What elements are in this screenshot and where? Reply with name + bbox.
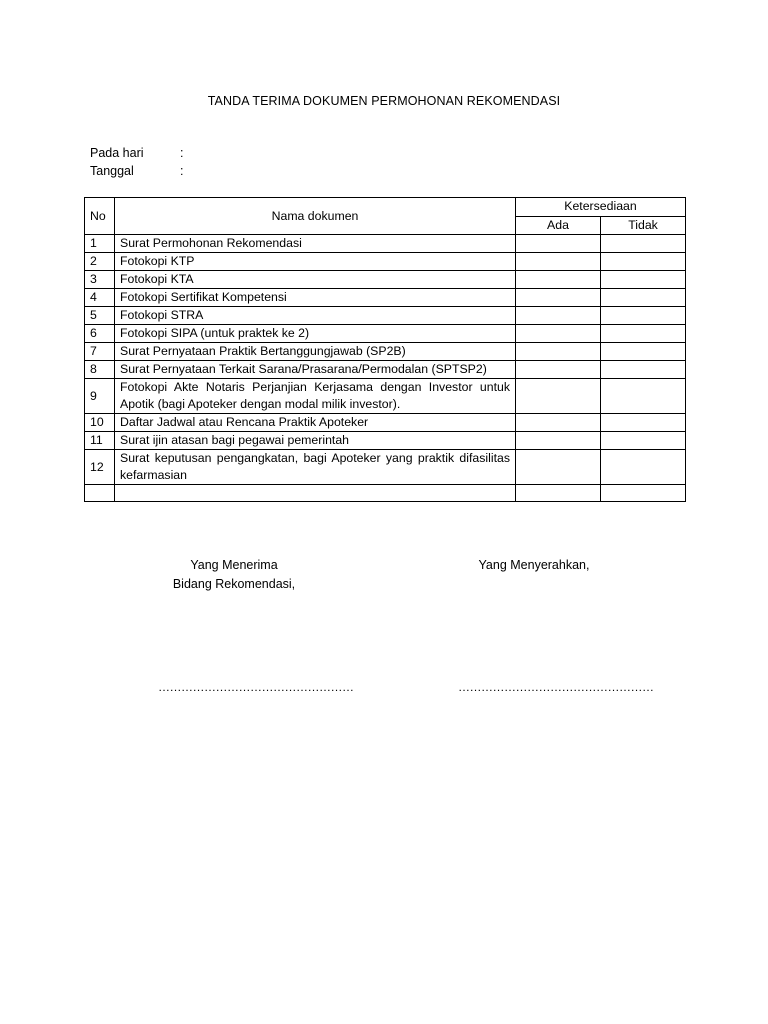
row-number: 4 bbox=[85, 289, 115, 307]
row-number: 6 bbox=[85, 325, 115, 343]
table-row bbox=[85, 379, 686, 414]
ada-checkbox-cell[interactable] bbox=[516, 235, 601, 253]
row-number: 10 bbox=[85, 414, 115, 432]
receiver-signature-line: …………………………………………… bbox=[158, 680, 354, 694]
ada-checkbox-cell[interactable] bbox=[516, 361, 601, 379]
table-row bbox=[85, 307, 686, 325]
row-number: 11 bbox=[85, 432, 115, 450]
tidak-checkbox-cell[interactable] bbox=[601, 343, 686, 361]
receiver-block bbox=[134, 556, 334, 594]
document-name: Fotokopi SIPA (untuk praktek ke 2) bbox=[115, 325, 516, 343]
document-name: Fotokopi STRA bbox=[115, 307, 516, 325]
ada-checkbox-cell[interactable] bbox=[516, 343, 601, 361]
document-name: Fotokopi Sertifikat Kompetensi bbox=[115, 289, 516, 307]
header-ada: Ada bbox=[516, 216, 601, 235]
table-row bbox=[85, 289, 686, 307]
empty-row bbox=[85, 485, 686, 502]
field-colon: : bbox=[180, 164, 184, 178]
tidak-checkbox-cell[interactable] bbox=[601, 414, 686, 432]
row-number: 7 bbox=[85, 343, 115, 361]
table-row bbox=[85, 235, 686, 253]
field-label: Pada hari bbox=[90, 146, 144, 160]
document-name: Surat Pernyataan Praktik Bertanggungjawab (SP2B) bbox=[115, 343, 516, 361]
field-tanggal bbox=[90, 164, 183, 178]
ada-checkbox-cell[interactable] bbox=[516, 379, 601, 414]
table-body bbox=[85, 235, 686, 502]
document-name: Fotokopi KTA bbox=[115, 271, 516, 289]
document-title: TANDA TERIMA DOKUMEN PERMOHONAN REKOMENDASI bbox=[207, 94, 561, 108]
row-number: 1 bbox=[85, 235, 115, 253]
tidak-checkbox-cell[interactable] bbox=[601, 235, 686, 253]
giver-block bbox=[434, 556, 634, 575]
document-name bbox=[115, 485, 516, 502]
row-number: 9 bbox=[85, 379, 115, 414]
giver-signature-line: …………………………………………… bbox=[458, 680, 654, 694]
ada-checkbox-cell[interactable] bbox=[516, 325, 601, 343]
table-row bbox=[85, 432, 686, 450]
table-row bbox=[85, 271, 686, 289]
document-name: Daftar Jadwal atau Rencana Praktik Apoteker bbox=[115, 414, 516, 432]
giver-title: Yang Menyerahkan, bbox=[478, 558, 590, 572]
ada-checkbox-cell[interactable] bbox=[516, 414, 601, 432]
ada-checkbox-cell[interactable] bbox=[516, 307, 601, 325]
table-row bbox=[85, 450, 686, 485]
tidak-checkbox-cell[interactable] bbox=[601, 432, 686, 450]
table-row bbox=[85, 361, 686, 379]
document-name: Surat keputusan pengangkatan, bagi Apoteker yang praktik difasilitas kefarmasian bbox=[115, 450, 516, 485]
ada-checkbox-cell[interactable] bbox=[516, 450, 601, 485]
receiver-title: Yang Menerima bbox=[190, 558, 278, 572]
document-name: Surat Permohonan Rekomendasi bbox=[115, 235, 516, 253]
tidak-checkbox-cell[interactable] bbox=[601, 325, 686, 343]
ada-checkbox-cell[interactable] bbox=[516, 432, 601, 450]
tidak-checkbox-cell[interactable] bbox=[601, 253, 686, 271]
document-checklist-table bbox=[84, 197, 686, 502]
tidak-checkbox-cell[interactable] bbox=[601, 450, 686, 485]
tidak-checkbox-cell[interactable] bbox=[601, 289, 686, 307]
ada-checkbox-cell[interactable] bbox=[516, 289, 601, 307]
header-no: No bbox=[85, 198, 115, 235]
document-name: Surat Pernyataan Terkait Sarana/Prasarana/Permodalan (SPTSP2) bbox=[115, 361, 516, 379]
tidak-checkbox-cell[interactable] bbox=[601, 361, 686, 379]
row-number: 2 bbox=[85, 253, 115, 271]
row-number: 8 bbox=[85, 361, 115, 379]
document-name: Surat ijin atasan bagi pegawai pemerintah bbox=[115, 432, 516, 450]
tidak-checkbox-cell[interactable] bbox=[601, 307, 686, 325]
field-colon: : bbox=[180, 146, 184, 160]
row-number: 5 bbox=[85, 307, 115, 325]
tidak-checkbox-cell[interactable] bbox=[601, 485, 686, 502]
field-label: Tanggal bbox=[90, 164, 134, 178]
table-row bbox=[85, 325, 686, 343]
ada-checkbox-cell[interactable] bbox=[516, 271, 601, 289]
row-number: 12 bbox=[85, 450, 115, 485]
field-pada-hari bbox=[90, 146, 183, 160]
document-name: Fotokopi Akte Notaris Perjanjian Kerjasama dengan Investor untuk Apotik (bagi Apoteker dengan modal milik investor). bbox=[115, 379, 516, 414]
document-name: Fotokopi KTP bbox=[115, 253, 516, 271]
ada-checkbox-cell[interactable] bbox=[516, 485, 601, 502]
table-row bbox=[85, 343, 686, 361]
receiver-department: Bidang Rekomendasi, bbox=[172, 577, 296, 591]
tidak-checkbox-cell[interactable] bbox=[601, 379, 686, 414]
table-row bbox=[85, 253, 686, 271]
row-number bbox=[85, 485, 115, 502]
row-number: 3 bbox=[85, 271, 115, 289]
header-tidak: Tidak bbox=[601, 216, 686, 235]
table-row bbox=[85, 414, 686, 432]
ada-checkbox-cell[interactable] bbox=[516, 253, 601, 271]
header-name: Nama dokumen bbox=[115, 198, 516, 235]
header-availability: Ketersediaan bbox=[516, 198, 686, 217]
tidak-checkbox-cell[interactable] bbox=[601, 271, 686, 289]
